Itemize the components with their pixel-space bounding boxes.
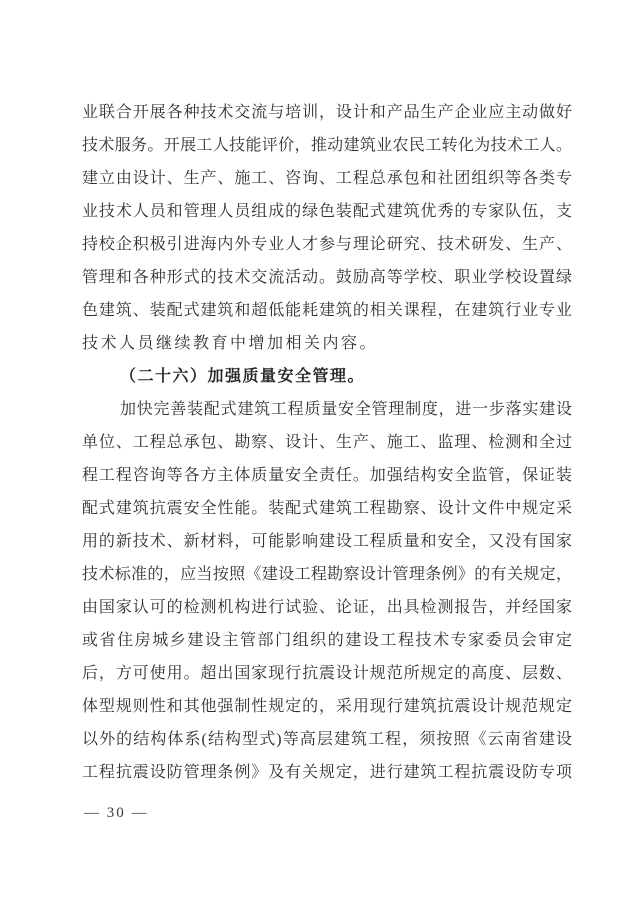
body-line: 后，方可使用。超出国家现行抗震设计规范所规定的高度、层数、: [82, 665, 572, 682]
text-block: [82, 96, 572, 789]
body-line: 管理和各种形式的技术交流活动。鼓励高等学校、职业学校设置绿: [82, 269, 572, 286]
section-heading: （二十六）加强质量安全管理。: [120, 368, 366, 385]
body-line: 用的新技术、新材料，可能影响建设工程质量和安全，又没有国家: [82, 533, 572, 550]
body-line: 工程抗震设防管理条例》及有关规定，进行建筑工程抗震设防专项: [82, 764, 572, 781]
body-line: 程工程咨询等各方主体质量安全责任。加强结构安全监管，保证装: [82, 467, 572, 484]
body-line: 色建筑、装配式建筑和超低能耗建筑的相关课程，在建筑行业专业: [82, 302, 572, 319]
body-line: 加快完善装配式建筑工程质量安全管理制度，进一步落实建设: [120, 401, 572, 418]
body-line: 建立由设计、生产、施工、咨询、工程总承包和社团组织等各类专: [82, 170, 572, 187]
body-line: 技术标准的，应当按照《建设工程勘察设计管理条例》的有关规定，: [82, 566, 572, 583]
body-line: 技术人员继续教育中增加相关内容。: [82, 335, 379, 352]
body-line: 配式建筑抗震安全性能。装配式建筑工程勘察、设计文件中规定采: [82, 500, 572, 517]
body-line: 体型规则性和其他强制性规定的，采用现行建筑抗震设计规范规定: [82, 698, 572, 715]
body-line: 技术服务。开展工人技能评价，推动建筑业农民工转化为技术工人。: [82, 137, 572, 154]
body-line: 业技术人员和管理人员组成的绿色装配式建筑优秀的专家队伍，支: [82, 203, 572, 220]
page-number: — 30 —: [84, 805, 149, 821]
body-line: 单位、工程总承包、勘察、设计、生产、施工、监理、检测和全过: [82, 434, 572, 451]
body-line: 或省住房城乡建设主管部门组织的建设工程技术专家委员会审定: [82, 632, 572, 649]
body-line: 以外的结构体系(结构型式)等高层建筑工程，须按照《云南省建设: [82, 731, 572, 748]
body-line: 持校企积极引进海内外专业人才参与理论研究、技术研发、生产、: [82, 236, 572, 253]
body-line: 由国家认可的检测机构进行试验、论证，出具检测报告，并经国家: [82, 599, 572, 616]
body-line: 业联合开展各种技术交流与培训，设计和产品生产企业应主动做好: [82, 104, 572, 121]
